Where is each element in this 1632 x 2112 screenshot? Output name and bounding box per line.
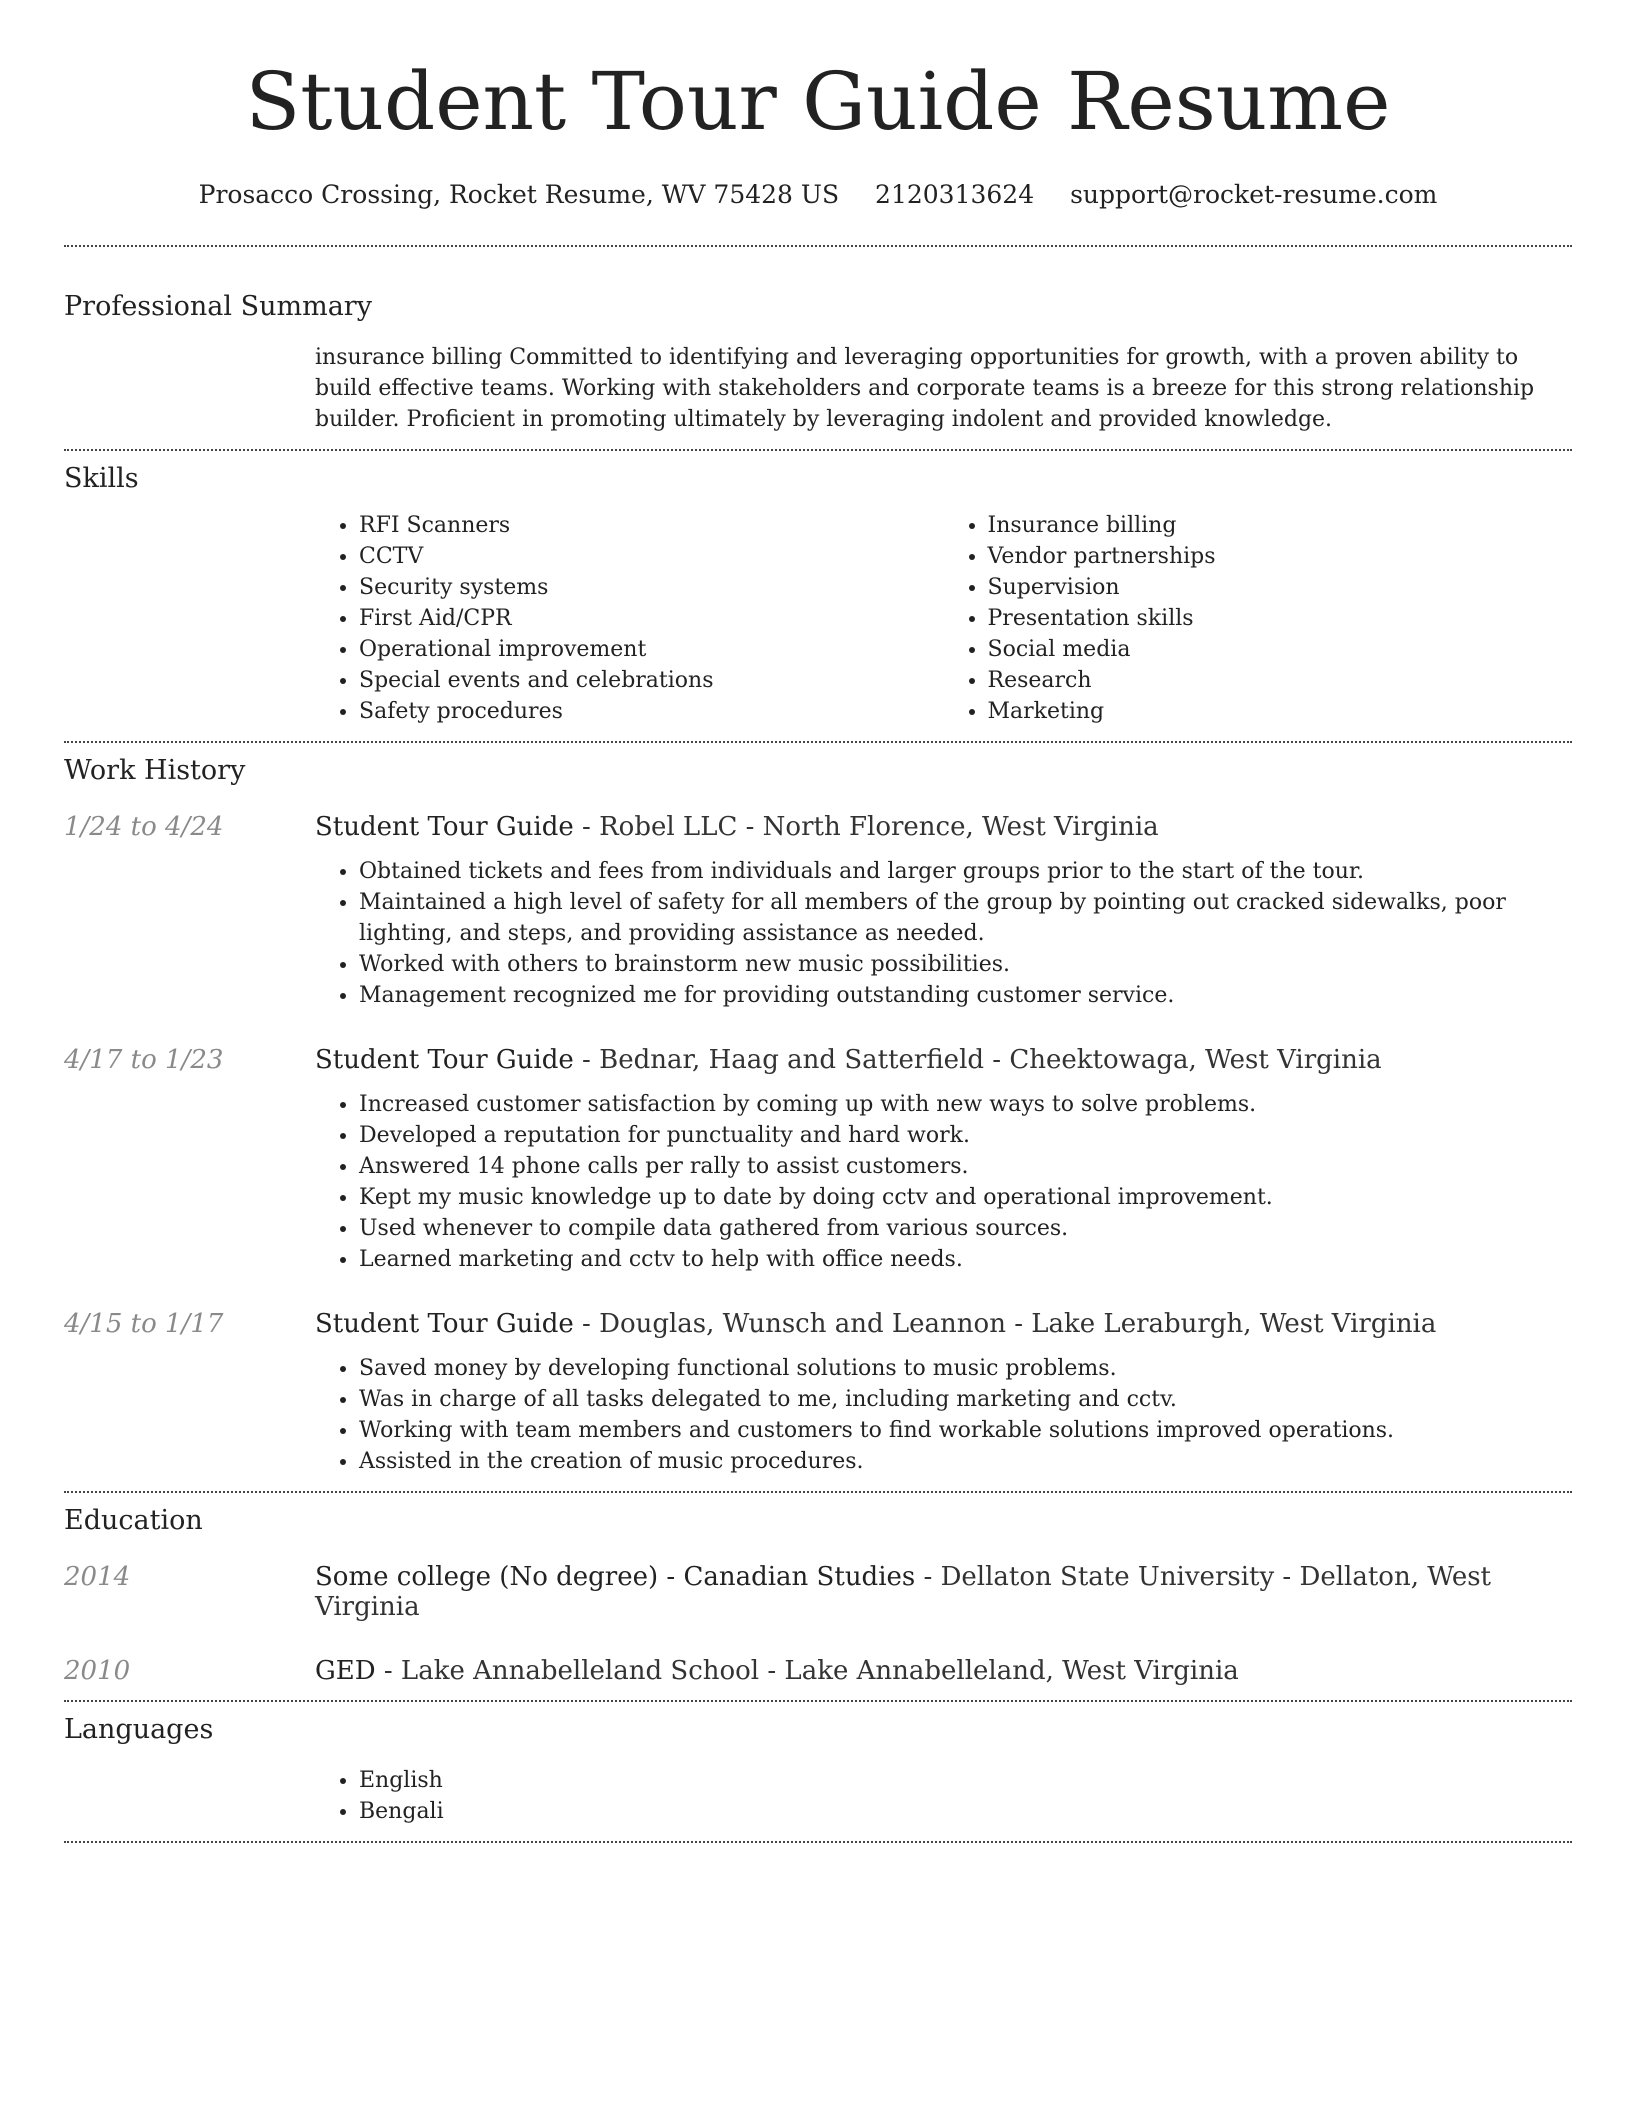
summary-text: insurance billing Committed to identifying and leveraging opportunities for growth, with a proven ability to build effective teams. Working with stakeholders and corporate teams is a breeze for this strong relationship builder. Proficient in promoting ultimately by leveraging indolent and provided knowledge. xyxy=(315,345,1535,432)
contact-line xyxy=(64,180,1572,209)
job-bullet: • Used whenever to compile data gathered from various sources. xyxy=(359,1213,1572,1244)
job-role: Student Tour Guide xyxy=(315,1309,574,1339)
divider xyxy=(64,245,1572,247)
job-entry xyxy=(64,812,1572,1011)
contact-email[interactable]: support@rocket-resume.com xyxy=(1070,180,1438,209)
job-entry xyxy=(64,1309,1572,1477)
job-bullet: • Assisted in the creation of music procedures. xyxy=(359,1446,1572,1477)
skill-item: • Social media xyxy=(988,634,1573,665)
skill-item: • Safety procedures xyxy=(359,696,944,727)
divider xyxy=(64,1491,1572,1493)
job-bullet: • Obtained tickets and fees from individuals and larger groups prior to the start of the tour. xyxy=(359,856,1572,887)
skills-heading: Skills xyxy=(64,463,139,494)
job-bullet: • Developed a reputation for punctuality and hard work. xyxy=(359,1120,1572,1151)
job-bullet: • Increased customer satisfaction by coming up with new ways to solve problems. xyxy=(359,1089,1572,1120)
job-details: - Douglas, Wunsch and Leannon - Lake Leraburgh, West Virginia xyxy=(573,1309,1437,1339)
job-heading xyxy=(315,1045,1382,1075)
divider xyxy=(64,1841,1572,1843)
job-role: Student Tour Guide xyxy=(315,812,574,842)
education-heading-line xyxy=(315,1656,1239,1686)
summary-section xyxy=(64,291,1572,435)
job-bullet: • Management recognized me for providing outstanding customer service. xyxy=(359,980,1572,1011)
job-details: - Bednar, Haag and Satterfield - Cheektowaga, West Virginia xyxy=(573,1045,1382,1075)
job-bullet: • Worked with others to brainstorm new music possibilities. xyxy=(359,949,1572,980)
education-heading: Education xyxy=(64,1505,203,1536)
skill-item: • Presentation skills xyxy=(988,603,1573,634)
skill-item: • Operational improvement xyxy=(359,634,944,665)
education-details: - Dellaton State University - Dellaton, West Virginia xyxy=(315,1562,1492,1622)
education-degree: Some college (No degree) - Canadian Studies xyxy=(315,1562,916,1592)
skills-list-left xyxy=(315,510,944,727)
skill-item: • Supervision xyxy=(988,572,1573,603)
job-heading xyxy=(315,1309,1436,1339)
skill-item: • Security systems xyxy=(359,572,944,603)
job-bullet: • Maintained a high level of safety for all members of the group by pointing out cracked sidewalks, poor lighting, and steps, and providing assistance as needed. xyxy=(359,887,1572,949)
education-entry xyxy=(64,1562,1572,1622)
job-bullets xyxy=(315,1089,1572,1275)
skills-list-right xyxy=(944,510,1573,727)
job-bullet: • Learned marketing and cctv to help with office needs. xyxy=(359,1244,1572,1275)
contact-address: Prosacco Crossing, Rocket Resume, WV 75428 US xyxy=(198,180,840,209)
divider xyxy=(64,1700,1572,1702)
education-entry xyxy=(64,1656,1572,1686)
job-dates: 4/15 to 1/17 xyxy=(64,1309,224,1339)
education-heading-line xyxy=(315,1562,1572,1622)
education-details: - Lake Annabelleland School - Lake Annabelleland, West Virginia xyxy=(375,1656,1239,1686)
skill-item: • Marketing xyxy=(988,696,1573,727)
job-bullet: • Was in charge of all tasks delegated to me, including marketing and cctv. xyxy=(359,1384,1572,1415)
divider xyxy=(64,741,1572,743)
education-degree: GED xyxy=(315,1656,376,1686)
job-bullet: • Answered 14 phone calls per rally to assist customers. xyxy=(359,1151,1572,1182)
work-history-section xyxy=(64,755,1572,1477)
skills-grid xyxy=(315,510,1572,727)
languages-list xyxy=(315,1765,1572,1827)
language-item: • English xyxy=(359,1765,1572,1796)
contact-phone: 2120313624 xyxy=(875,180,1035,209)
education-year: 2014 xyxy=(64,1562,131,1592)
skill-item: • CCTV xyxy=(359,541,944,572)
language-item: • Bengali xyxy=(359,1796,1572,1827)
job-bullets xyxy=(315,856,1572,1011)
job-bullet: • Kept my music knowledge up to date by doing cctv and operational improvement. xyxy=(359,1182,1572,1213)
resume-page xyxy=(64,0,1572,1843)
skill-item: • RFI Scanners xyxy=(359,510,944,541)
job-dates: 4/17 to 1/23 xyxy=(64,1045,224,1075)
work-history-heading: Work History xyxy=(64,755,246,786)
education-year: 2010 xyxy=(64,1656,131,1686)
skills-section xyxy=(64,463,1572,727)
divider xyxy=(64,449,1572,451)
skill-item: • Research xyxy=(988,665,1573,696)
skill-item: • Insurance billing xyxy=(988,510,1573,541)
job-bullets xyxy=(315,1353,1572,1477)
resume-title: Student Tour Guide Resume xyxy=(245,55,1391,148)
job-role: Student Tour Guide xyxy=(315,1045,574,1075)
job-bullet: • Saved money by developing functional solutions to music problems. xyxy=(359,1353,1572,1384)
summary-heading: Professional Summary xyxy=(64,291,372,322)
skill-item: • Vendor partnerships xyxy=(988,541,1573,572)
education-section xyxy=(64,1505,1572,1686)
languages-section xyxy=(64,1714,1572,1827)
job-heading xyxy=(315,812,1159,842)
skill-item: • Special events and celebrations xyxy=(359,665,944,696)
job-dates: 1/24 to 4/24 xyxy=(64,812,224,842)
languages-heading: Languages xyxy=(64,1714,214,1745)
job-details: - Robel LLC - North Florence, West Virginia xyxy=(573,812,1159,842)
skill-item: • First Aid/CPR xyxy=(359,603,944,634)
job-entry xyxy=(64,1045,1572,1275)
job-bullet: • Working with team members and customers to find workable solutions improved operations. xyxy=(359,1415,1572,1446)
